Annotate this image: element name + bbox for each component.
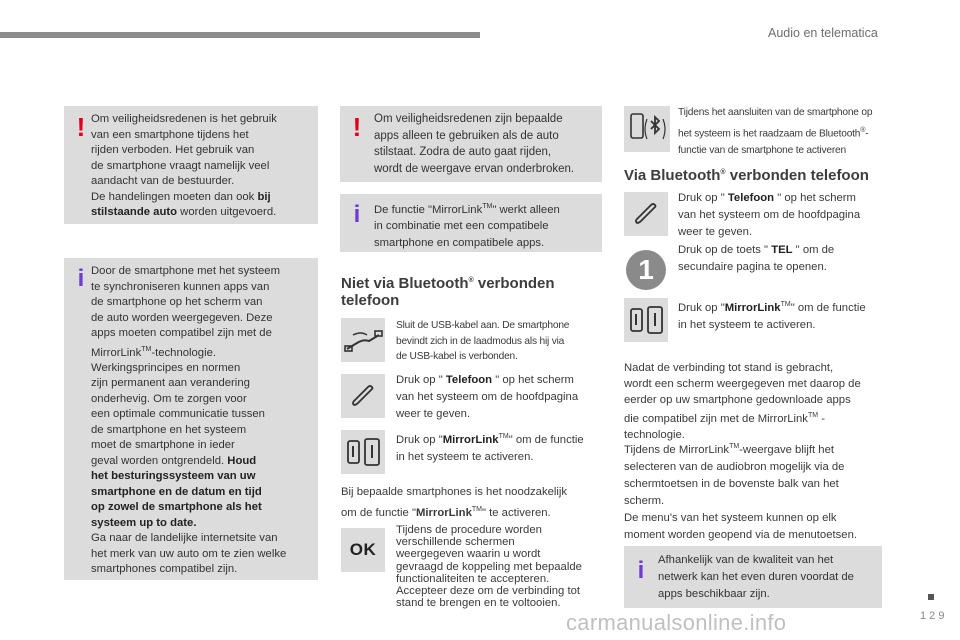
warning-box-phone-use (64, 106, 318, 224)
section-title: Audio en telematica (768, 26, 878, 40)
info-text: De functie "MirrorLink™" werkt alleen in combinatie met een compatibele smartphone en compatibele apps. (374, 203, 560, 249)
step-mirrorlink-text: Druk op "MirrorLink™" om de functie in het systeem te activeren. (396, 433, 584, 463)
page-number: 1 2 9 (920, 610, 945, 622)
step-telefoon-text: Druk op " Telefoon " op het scherm van het systeem om de hoofdpagina weer te geven. (396, 374, 579, 420)
header-bar (0, 32, 480, 38)
info-box-mirrorlink-compat (340, 194, 602, 252)
warning-text: Om veiligheidsredenen zijn bepaalde apps alleen te gebruiken als de auto stilstaat. Zodra de auto gaat rijden, wordt de weergave ervan onderbroken. (374, 113, 575, 175)
warning-text: Om veiligheidsredenen is het gebruik van een smartphone tijdens het rijden verboden. Het gebruik van de smartphone vraagt namelijk veel aandacht van de bestuurder. De handelingen moeten dan ook bij stilstaande auto worden uitgevoerd. (91, 113, 277, 218)
warning-box-apps-stationary (340, 106, 602, 182)
step-mirrorlink-text: Druk op "MirrorLink™" om de functie in het systeem te activeren. (678, 301, 866, 331)
chapter-badge: 1 (626, 250, 666, 290)
info-icon: i (637, 557, 645, 584)
info-box-network-quality (624, 546, 882, 608)
connection-paragraph: Nadat de verbinding tot stand is gebracht, wordt een scherm weergegeven met daarop de eerder op uw smartphone gedownloade apps die compatibel zijn met de MirrorLink™ - technologie. (624, 362, 861, 441)
step-tel-text: Druk op de toets " TEL " om de secundaire pagina te openen. (678, 244, 835, 273)
phone-handset-icon (624, 192, 668, 236)
page-marker (928, 594, 934, 600)
step-telefoon-text: Druk op " Telefoon " op het scherm van het systeem om de hoofdpagina weer te geven. (678, 192, 861, 238)
mirrorlink-note-paragraph: Bij bepaalde smartphones is het noodzakelijk om de functie "MirrorLink™" te activeren. (341, 486, 568, 519)
phone-handset-icon (341, 374, 385, 418)
ok-button-icon: OK (341, 528, 385, 572)
watermark: carmanualsonline.info (566, 610, 787, 635)
bluetooth-phone-icon (624, 106, 670, 152)
mirrorlink-icon (341, 430, 385, 474)
step-usb-text: Sluit de USB-kabel aan. De smartphone bevindt zich in de laadmodus als hij via de USB-kabel is verbonden. (396, 320, 570, 362)
mirrorlink-icon (624, 298, 668, 342)
step-ok-text: Tijdens de procedure worden verschillende schermen weergegeven waarin u wordt gevraagd de koppeling met bepaalde functionaliteiten te accepteren. Accepteer deze om de verbinding tot stand te brengen en te voltooien. (396, 524, 582, 610)
warning-exclamation-icon: ! (352, 112, 362, 142)
info-text: Door de smartphone met het systeem te synchroniseren kunnen apps van de smartphone op het scherm van de auto worden weergegeven. Deze apps moeten compatibel zijn met de MirrorLink™-technologie. Werkingsprincipes en normen zijn permanent aan verandering onderhevig. Om te zorgen voor een optimale communicatie tussen de smartphone en het systeem moet de smartphone in ieder geval worden ontgrendeld. Houd het besturingssysteem van uw smartphone en de datum en tijd op zowel de smartphone als het systeem up to date. Ga naar de landelijke internetsite van het merk van uw auto om te zien welke smartphones compatibel zijn. (91, 265, 287, 576)
bluetooth-note-text: Tijdens het aansluiten van de smartphone op het systeem is het raadzaam de Bluetooth®- functie van de smartphone te activeren (678, 107, 873, 157)
info-icon: i (353, 201, 361, 228)
usb-cable-icon (341, 318, 385, 362)
info-icon: i (77, 265, 85, 292)
info-box-mirrorlink-sync (64, 258, 318, 580)
heading-not-bluetooth: Niet via Bluetooth® verbonden telefoon (341, 275, 555, 309)
mirrorlink-display-paragraph: Tijdens de MirrorLink™-weergave blijft het selecteren van de audiobron mogelijk via de schermtoetsen in de bovenste balk van het scherm. De menu's van het systeem kunnen op elk moment worden geopend via de menutoetsen. (624, 443, 857, 541)
warning-exclamation-icon: ! (76, 112, 86, 142)
info-text: Afhankelijk van de kwaliteit van het netwerk kan het even duren voordat de apps beschikbaar zijn. (658, 554, 854, 600)
heading-via-bluetooth: Via Bluetooth® verbonden telefoon (624, 167, 869, 184)
